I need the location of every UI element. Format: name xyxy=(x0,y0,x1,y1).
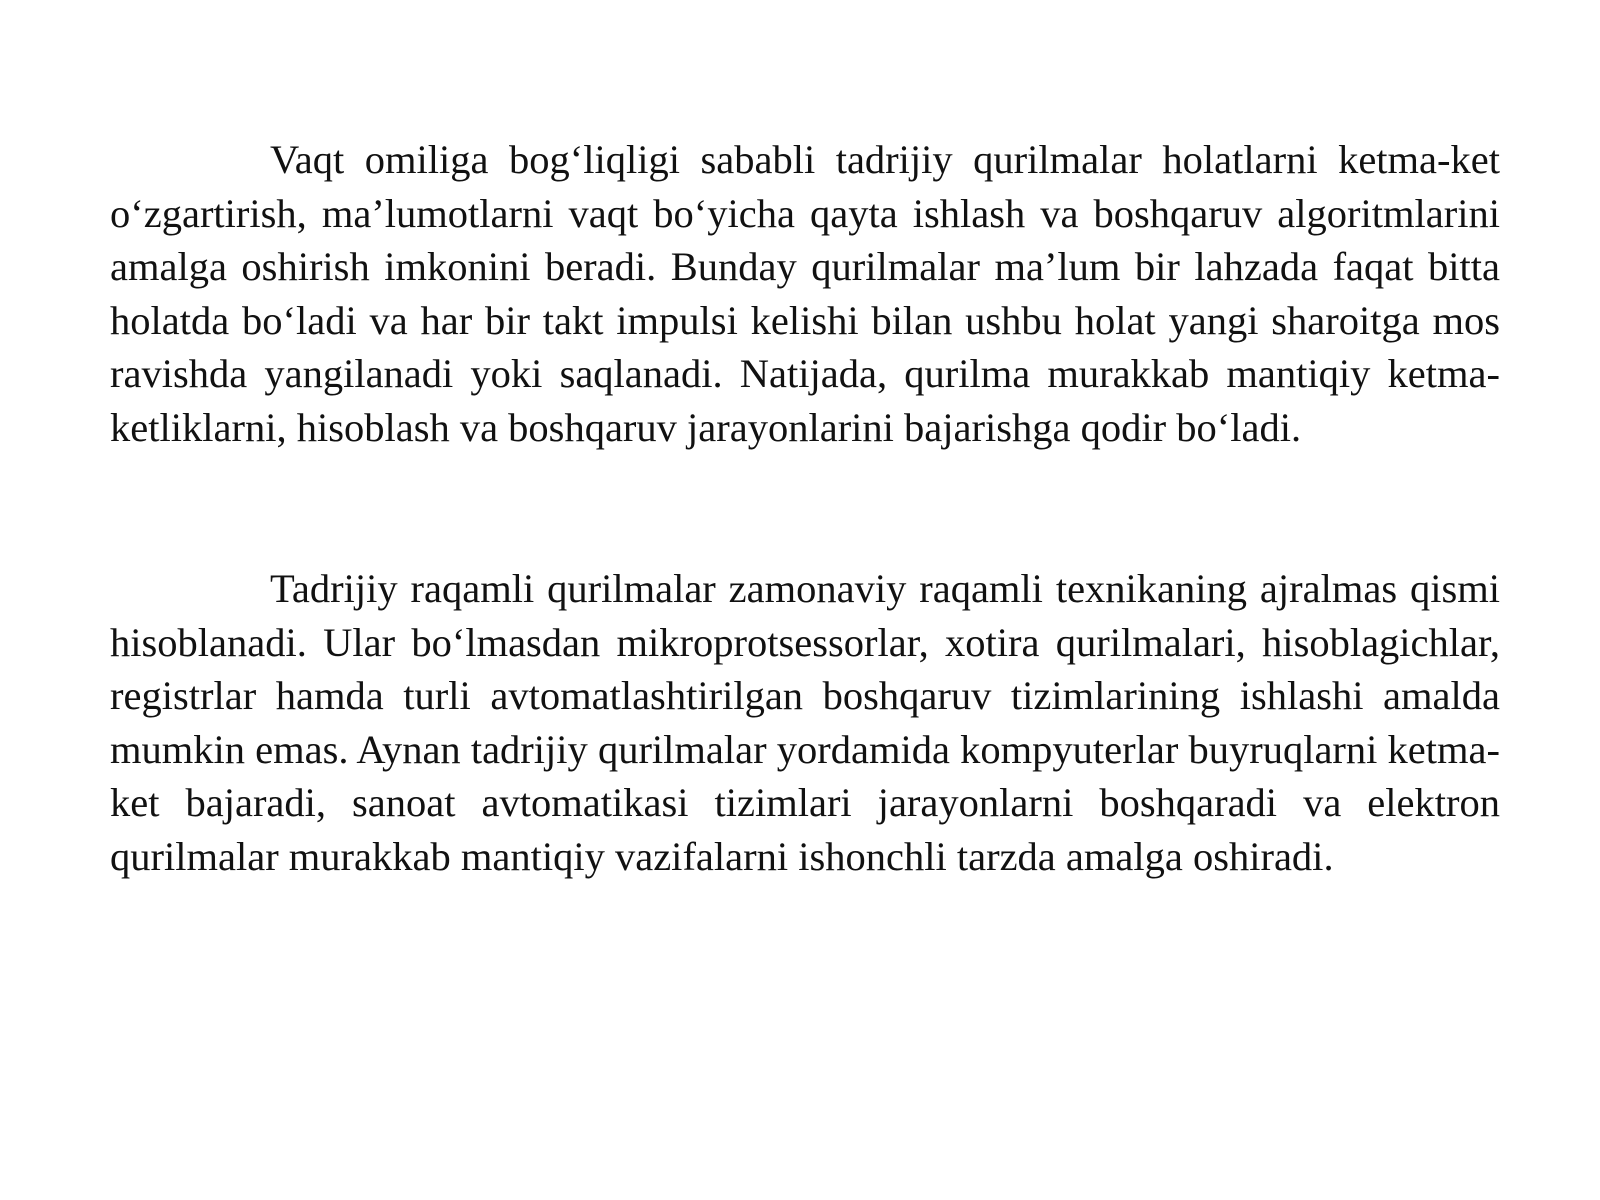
paragraph-1: Vaqt omiliga bog‘liqligi sababli tadrijiy qurilmalar holatlarni ketma-ket o‘zgartirish, ma’lumotlarni vaqt bo‘yicha qayta ishlash va boshqaruv algoritmlarini amalga oshirish imkonini beradi. Bunday qurilmalar ma’lum bir lahzada faqat bitta holatda bo‘ladi va har bir takt impulsi kelishi bilan ushbu holat yangi sharoitga mos ravishda yangilanadi yoki saqlanadi. Natijada, qurilma murakkab mantiqiy ketma-ketliklarni, hisoblash va boshqaruv jarayonlarini bajarishga qodir bo‘ladi. xyxy=(110,137,1500,450)
paragraph-2: Tadrijiy raqamli qurilmalar zamonaviy raqamli texnikaning ajralmas qismi hisoblanadi. Ular bo‘lmasdan mikroprotsessorlar, xotira qurilmalari, hisoblagichlar, registrlar hamda turli avtomatlashtirilgan boshqaruv tizimlarining ishlashi amalda mumkin emas. Aynan tadrijiy qurilmalar yordamida kompyuterlar buyruqlarni ketma-ket bajaradi, sanoat avtomatikasi tizimlari jarayonlarni boshqaradi va elektron qurilmalar murakkab mantiqiy vazifalarni ishonchli tarzda amalga oshiradi. xyxy=(110,566,1500,879)
